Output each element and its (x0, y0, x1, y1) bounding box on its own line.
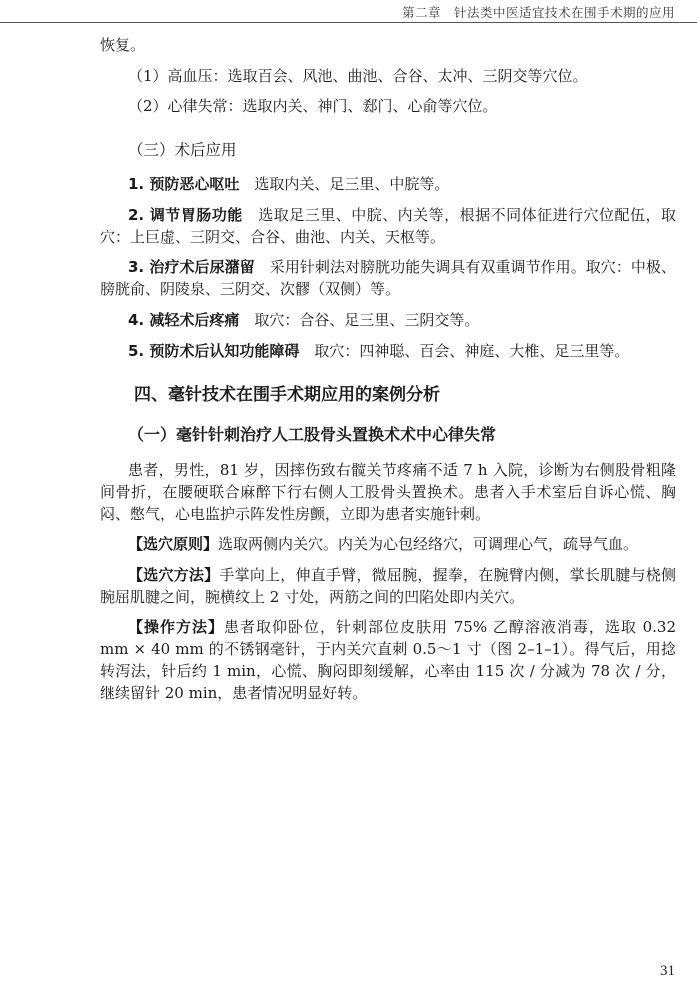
list-item (100, 309, 676, 331)
list-item (100, 204, 676, 248)
item-title: 4. 减轻术后疼痛 (128, 310, 240, 329)
case-heading: （一）毫针针刺治疗人工股骨头置换术术中心律失常 (128, 424, 497, 444)
operation-title: 【操作方法】 (128, 618, 224, 637)
list-item (100, 256, 676, 300)
item-text: 取穴：合谷、足三里、三阴交等。 (254, 310, 480, 329)
item-text: 取穴：四神聪、百会、神庭、大椎、足三里等。 (314, 341, 630, 360)
list-item-arrhythmia: （2）心律失常：选取内关、神门、郄门、心俞等穴位。 (128, 97, 498, 116)
list-item (100, 340, 676, 362)
item-title: 3. 治疗术后尿潴留 (128, 258, 255, 277)
item-title: 5. 预防术后认知功能障碍 (128, 341, 300, 360)
method-title: 【选穴方法】 (128, 565, 220, 584)
case-paragraph: 患者，男性，81 岁，因摔伤致右髋关节疼痛不适 7 h 入院，诊断为右侧股骨粗隆间骨折，在腰硬联合麻醉下行右侧人工股骨头置换术。患者入手术室后自诉心慌、胸闷、憋气，心电监护示阵发性房颤，立即为患者实施针刺。 (100, 460, 676, 523)
item-text: 选取内关、足三里、中脘等。 (254, 175, 450, 194)
running-title: 第二章 针法类中医适宜技术在围手术期的应用 (401, 5, 675, 20)
acupoint-method (100, 564, 676, 608)
item-title: 1. 预防恶心呕吐 (128, 175, 240, 194)
principle-text: 选取两侧内关穴。内关为心包经络穴，可调理心气，疏导气血。 (218, 535, 639, 554)
item-text: 采用针刺法对膀胱功能失调具有双重调节作用。取穴：中极、膀胱俞、阴陵泉、三阴交、次髎（双侧）等。 (100, 258, 676, 299)
operation-method (100, 616, 676, 704)
acupoint-principle (100, 533, 676, 555)
subsection-heading: （三）术后应用 (128, 141, 237, 160)
operation-text: 患者取仰卧位，针刺部位皮肤用 75% 乙醇溶液消毒，选取 0.32 mm × 40 mm 的不锈钢毫针，于内关穴直刺 0.5～1 寸（图 2–1–1）。得气后，用捻转泻法，针后约 1 min，心慌、胸闷即刻缓解，心率由 115 次 / 分减为 78 次 / 分，继续留针 20 min，患者情况明显好转。 (100, 618, 676, 703)
list-item-hypertension: （1）高血压：选取百会、风池、曲池、合谷、太冲、三阴交等穴位。 (128, 66, 588, 85)
method-text: 手掌向上，伸直手臂，微屈腕，握拳，在腕臂内侧，掌长肌腱与桡侧腕屈肌腱之间，腕横纹上 2 寸处，两筋之间的凹陷处即内关穴。 (100, 565, 676, 606)
page-body (100, 34, 676, 713)
page-number: 31 (660, 963, 675, 979)
section-heading: 四、毫针技术在围手术期应用的案例分析 (134, 384, 440, 405)
running-header (0, 0, 697, 23)
item-text: 选取足三里、中脘、内关等，根据不同体征进行穴位配伍，取穴：上巨虚、三阴交、合谷、曲池、内关、天枢等。 (100, 205, 676, 246)
body-line: 恢复。 (100, 36, 146, 54)
list-item (100, 173, 676, 195)
principle-title: 【选穴原则】 (128, 535, 219, 554)
item-title: 2. 调节胃肠功能 (128, 205, 243, 224)
